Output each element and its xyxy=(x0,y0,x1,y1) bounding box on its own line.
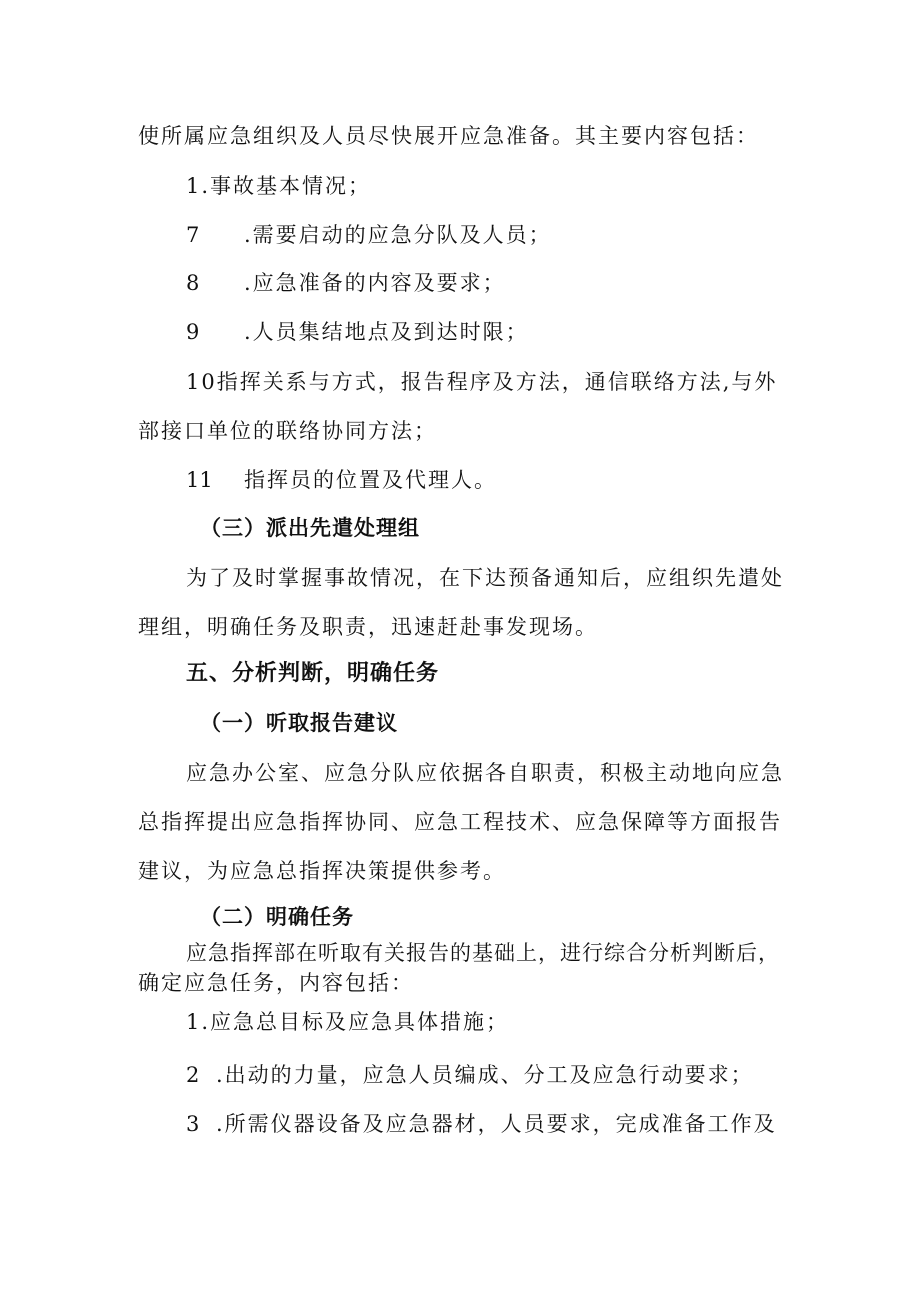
list-number: 2 xyxy=(186,1063,200,1087)
chapter-heading: 五、分析判断，明确任务 xyxy=(186,661,440,686)
list-item: 1.事故基本情况； xyxy=(186,174,372,198)
list-text: .需要启动的应急分队及人员； xyxy=(244,223,552,247)
list-number: 3 xyxy=(186,1112,200,1136)
list-item: 10指挥关系与方式，报告程序及方法，通信联络方法,与外 xyxy=(186,370,778,394)
paragraph-line: 应急指挥部在听取有关报告的基础上，进行综合分析判断后， xyxy=(186,941,780,965)
list-item xyxy=(186,1110,777,1138)
list-text: .人员集结地点及到达时限； xyxy=(244,320,529,344)
list-number: 9 xyxy=(186,320,200,344)
paragraph-line: 使所属应急组织及人员尽快展开应急准备。其主要内容包括： xyxy=(138,124,759,148)
list-text: .所需仪器设备及应急器材，人员要求，完成准备工作及 xyxy=(216,1112,777,1136)
paragraph-line: 建议，为应急总指挥决策提供参考。 xyxy=(138,859,506,883)
paragraph-line: 确定应急任务，内容包括： xyxy=(138,971,414,995)
list-number: 7 xyxy=(186,223,200,247)
list-item xyxy=(186,318,529,346)
list-item xyxy=(186,269,506,297)
list-item: 1.应急总目标及应急具体措施； xyxy=(186,1010,510,1034)
list-text: .应急准备的内容及要求； xyxy=(244,271,506,295)
list-item xyxy=(186,466,497,494)
paragraph-line: 为了及时掌握事故情况，在下达预备通知后，应组织先遣处 xyxy=(186,566,784,590)
section-heading: （一）听取报告建议 xyxy=(200,711,398,735)
list-item xyxy=(186,1061,754,1089)
list-number: 11 xyxy=(186,468,213,492)
section-heading: （二）明确任务 xyxy=(200,905,354,929)
paragraph-line: 总指挥提出应急指挥协同、应急工程技术、应急保障等方面报告 xyxy=(138,810,782,834)
list-item xyxy=(186,221,552,249)
paragraph-line: 应急办公室、应急分队应依据各自职责，积极主动地向应急 xyxy=(186,761,784,785)
list-text: .出动的力量，应急人员编成、分工及应急行动要求； xyxy=(216,1063,754,1087)
paragraph-line: 部接口单位的联络协同方法； xyxy=(138,419,437,443)
paragraph-line: 理组，明确任务及职责，迅速赶赴事发现场。 xyxy=(138,615,598,639)
list-number: 8 xyxy=(186,271,200,295)
list-text: 指挥员的位置及代理人。 xyxy=(244,468,497,492)
section-heading: （三）派出先遣处理组 xyxy=(200,516,420,540)
